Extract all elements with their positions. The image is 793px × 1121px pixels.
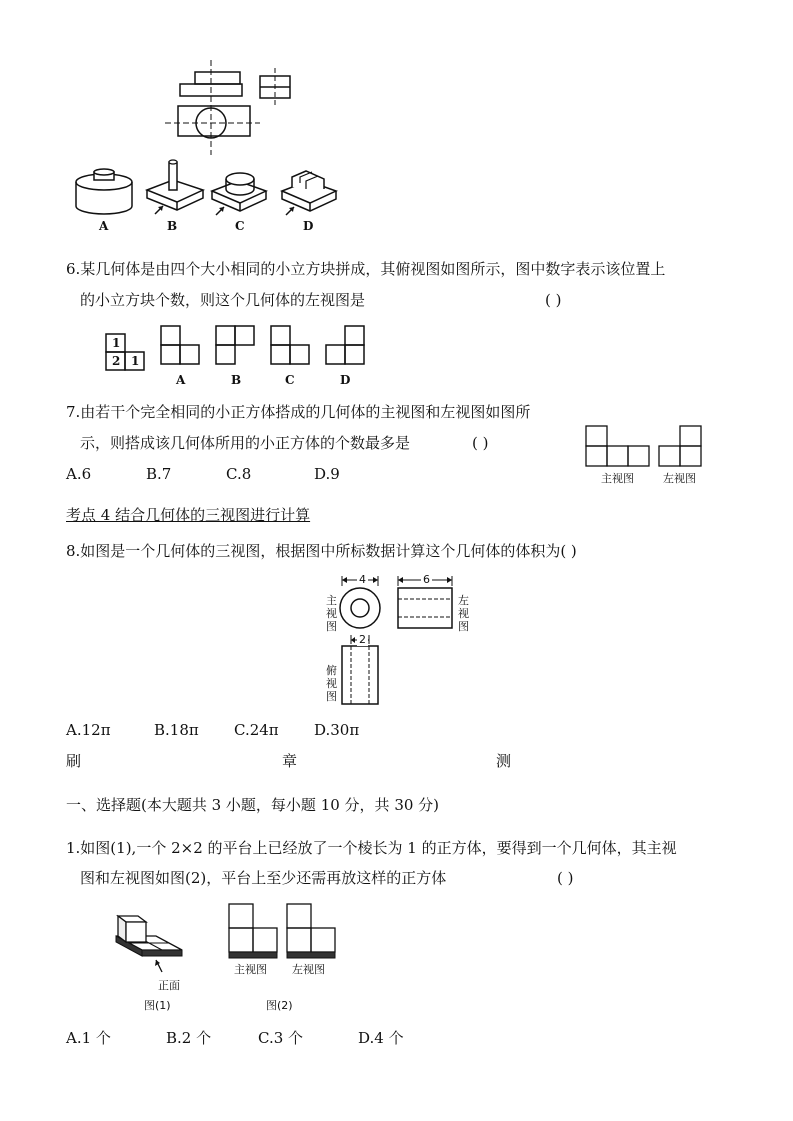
q7-choices (66, 464, 340, 484)
p1-answer-paren[interactable]: ( ) (557, 869, 574, 887)
q8-dim-bottom: 2 (359, 633, 366, 646)
p1-main-view-figure (228, 903, 280, 959)
p1-main-view-label: 主视图 (234, 963, 267, 976)
q8-dim-side: 6 (423, 573, 430, 586)
q7-main-view-figure (585, 425, 655, 469)
q8-dim-top: 4 (359, 573, 366, 586)
q7-question-line2: 示，则搭成该几何体所用的小正方体的个数最多是 (80, 434, 411, 452)
q7-choice-b[interactable]: B.7 (146, 465, 172, 483)
q8-label-left-view: 左 视 图 (458, 594, 469, 633)
q8-choices (66, 720, 359, 740)
q7-choice-d[interactable]: D.9 (314, 465, 340, 483)
q5-option-d-figure (278, 165, 340, 219)
q7-question-line1: 7.由若干个完全相同的小正方体搭成的几何体的主视图和左视图如图所 (66, 403, 531, 421)
p1-choice-d[interactable]: D.4 个 (358, 1029, 404, 1047)
q6-option-b-label[interactable]: B (231, 373, 242, 387)
q6-option-d-figure (325, 325, 367, 367)
p1-choice-c[interactable]: C.3 个 (258, 1029, 304, 1047)
q7-choice-c[interactable]: C.8 (226, 465, 252, 483)
q8-choice-d[interactable]: D.30π (314, 721, 360, 739)
p1-front-label: 正面 (158, 979, 180, 992)
p1-choice-a[interactable]: A.1 个 (66, 1029, 111, 1047)
q6-option-a-label[interactable]: A (176, 373, 186, 387)
q6-grid-number: 2 (112, 354, 121, 368)
q8-three-view-figure (320, 572, 480, 712)
q6-option-a-figure (160, 325, 202, 367)
q7-left-view-figure (658, 425, 706, 469)
q8-choice-b[interactable]: B.18π (154, 721, 199, 739)
q7-choice-a[interactable]: A.6 (66, 465, 92, 483)
q6-question-line1: 6.某几何体是由四个大小相同的小立方块拼成，其俯视图如图所示，图中数字表示该位置上 (66, 260, 666, 278)
q8-question: 8.如图是一个几何体的三视图，根据图中所标数据计算这个几何体的体积为( ) (66, 542, 577, 560)
q5-option-d-label[interactable]: D (303, 219, 314, 233)
chapter-test-char: 章 (282, 752, 298, 770)
q6-option-c-figure (270, 325, 312, 367)
chapter-test-char: 刷 (66, 752, 82, 770)
q8-choice-c[interactable]: C.24π (234, 721, 279, 739)
p1-left-view-figure (286, 903, 338, 959)
p1-question-line1: 1.如图(1),一个 2×2 的平台上已经放了一个棱长为 1 的正方体，要得到一个几何体，其主视 (66, 839, 677, 857)
chapter-test-char: 测 (496, 752, 512, 770)
q6-answer-paren[interactable]: ( ) (545, 291, 562, 309)
p1-question-line2: 图和左视图如图(2)，平台上至少还需再放这样的正方体 (80, 869, 447, 887)
q5-option-c-figure (208, 165, 270, 219)
q6-option-b-figure (215, 325, 257, 367)
q5-option-a-figure (72, 168, 137, 218)
q8-label-main-view: 主 视 图 (326, 594, 337, 633)
q8-choice-a[interactable]: A.12π (66, 721, 111, 739)
q6-grid-number: 1 (112, 336, 121, 350)
p1-choices (66, 1028, 404, 1048)
q6-question-line2: 的小立方块个数，则这个几何体的左视图是 (80, 291, 366, 309)
p1-left-view-label: 左视图 (292, 963, 325, 976)
p1-figure2-caption: 图(2) (266, 999, 293, 1012)
q6-grid-number: 1 (131, 354, 140, 368)
q7-main-view-label: 主视图 (601, 472, 634, 485)
section4-heading: 考点 4 结合几何体的三视图进行计算 (66, 506, 311, 524)
part1-heading: 一、选择题(本大题共 3 小题，每小题 10 分，共 30 分) (66, 796, 440, 814)
q5-option-c-label[interactable]: C (235, 219, 245, 233)
p1-choice-b[interactable]: B.2 个 (166, 1029, 212, 1047)
q6-option-d-label[interactable]: D (340, 373, 351, 387)
q5-option-a-label[interactable]: A (99, 219, 109, 233)
q8-label-top-view: 俯 视 图 (326, 664, 337, 703)
q7-left-view-label: 左视图 (663, 472, 696, 485)
q6-option-c-label[interactable]: C (285, 373, 295, 387)
q7-answer-paren[interactable]: ( ) (472, 434, 489, 452)
q5-three-view-figure (160, 60, 300, 155)
p1-figure1-caption: 图(1) (144, 999, 171, 1012)
p1-figure1-platform (110, 908, 190, 978)
q5-option-b-figure (143, 160, 208, 218)
q5-option-b-label[interactable]: B (167, 219, 178, 233)
